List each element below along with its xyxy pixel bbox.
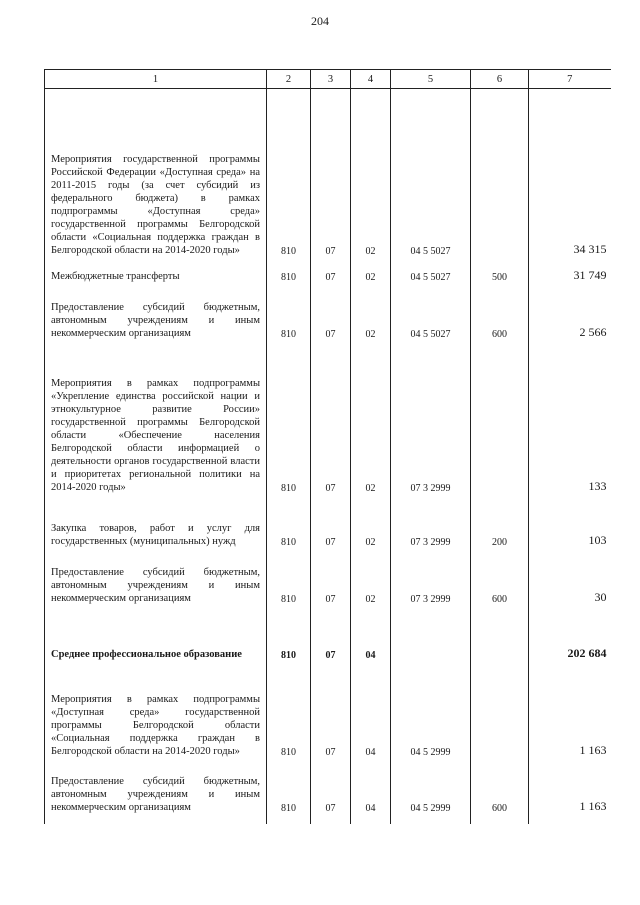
table-row bbox=[45, 89, 611, 257]
row-name: Мероприятия в рамках подпрограммы «Укрепление единства российской нации и этнокультурное развитие России» государственной программы Белгородской области «Обеспечение населения Белгородской области информацией о деятельности органов государственной власти и приоритетах региональной политики на 2014-2020 годы» bbox=[45, 340, 267, 494]
row-code-6: 500 bbox=[471, 257, 529, 283]
row-code-6: 600 bbox=[471, 548, 529, 605]
row-code-3: 07 bbox=[311, 340, 351, 494]
column-header: 7 bbox=[529, 70, 611, 89]
row-name: Среднее профессиональное образование bbox=[45, 605, 267, 661]
row-code-2: 810 bbox=[267, 494, 311, 548]
row-code-4: 02 bbox=[351, 494, 391, 548]
row-amount: 202 684 bbox=[529, 605, 611, 661]
row-amount: 2 566 bbox=[529, 283, 611, 340]
column-header: 3 bbox=[311, 70, 351, 89]
row-code-6: 200 bbox=[471, 494, 529, 548]
row-code-3: 07 bbox=[311, 661, 351, 758]
row-code-6 bbox=[471, 89, 529, 257]
row-name: Межбюджетные трансферты bbox=[45, 257, 267, 283]
row-name: Предоставление субсидий бюджетным, автономным учреждениям и иным некоммерческим организациям bbox=[45, 283, 267, 340]
row-name: Закупка товаров, работ и услуг для государственных (муниципальных) нужд bbox=[45, 494, 267, 548]
row-amount: 133 bbox=[529, 340, 611, 494]
column-header: 2 bbox=[267, 70, 311, 89]
row-code-2: 810 bbox=[267, 257, 311, 283]
row-code-4: 04 bbox=[351, 758, 391, 814]
row-code-6 bbox=[471, 661, 529, 758]
row-code-3: 07 bbox=[311, 605, 351, 661]
row-code-4: 02 bbox=[351, 283, 391, 340]
row-code-2: 810 bbox=[267, 548, 311, 605]
row-code-2: 810 bbox=[267, 758, 311, 814]
table-bottom-spacer bbox=[45, 814, 611, 824]
table-row bbox=[45, 548, 611, 605]
row-code-3: 07 bbox=[311, 89, 351, 257]
row-code-5 bbox=[391, 605, 471, 661]
row-code-4: 02 bbox=[351, 340, 391, 494]
row-code-3: 07 bbox=[311, 758, 351, 814]
row-code-2: 810 bbox=[267, 661, 311, 758]
row-code-2: 810 bbox=[267, 340, 311, 494]
row-code-3: 07 bbox=[311, 548, 351, 605]
table-row bbox=[45, 340, 611, 494]
row-code-3: 07 bbox=[311, 494, 351, 548]
column-header: 6 bbox=[471, 70, 529, 89]
row-code-6: 600 bbox=[471, 758, 529, 814]
table-row-section bbox=[45, 605, 611, 661]
row-code-5: 04 5 5027 bbox=[391, 257, 471, 283]
budget-table bbox=[44, 69, 611, 824]
row-amount: 31 749 bbox=[529, 257, 611, 283]
row-name: Предоставление субсидий бюджетным, автономным учреждениям и иным некоммерческим организациям bbox=[45, 758, 267, 814]
row-amount: 1 163 bbox=[529, 661, 611, 758]
table-header-row bbox=[45, 70, 611, 89]
page-number: 204 bbox=[311, 14, 329, 28]
row-code-3: 07 bbox=[311, 257, 351, 283]
row-amount: 34 315 bbox=[529, 89, 611, 257]
row-code-6 bbox=[471, 340, 529, 494]
table-row bbox=[45, 494, 611, 548]
row-code-5: 04 5 5027 bbox=[391, 89, 471, 257]
row-code-5: 04 5 5027 bbox=[391, 283, 471, 340]
table-row bbox=[45, 661, 611, 758]
row-amount: 30 bbox=[529, 548, 611, 605]
row-amount: 103 bbox=[529, 494, 611, 548]
row-code-5: 04 5 2999 bbox=[391, 758, 471, 814]
row-code-4: 04 bbox=[351, 605, 391, 661]
table-row bbox=[45, 758, 611, 814]
row-code-5: 07 3 2999 bbox=[391, 340, 471, 494]
row-code-4: 04 bbox=[351, 661, 391, 758]
row-code-6: 600 bbox=[471, 283, 529, 340]
column-header: 4 bbox=[351, 70, 391, 89]
row-amount: 1 163 bbox=[529, 758, 611, 814]
row-code-4: 02 bbox=[351, 548, 391, 605]
table-row bbox=[45, 257, 611, 283]
row-code-2: 810 bbox=[267, 605, 311, 661]
table-row bbox=[45, 283, 611, 340]
row-code-4: 02 bbox=[351, 89, 391, 257]
column-header: 1 bbox=[45, 70, 267, 89]
row-code-2: 810 bbox=[267, 89, 311, 257]
row-code-6 bbox=[471, 605, 529, 661]
row-code-5: 07 3 2999 bbox=[391, 548, 471, 605]
row-code-2: 810 bbox=[267, 283, 311, 340]
row-code-5: 07 3 2999 bbox=[391, 494, 471, 548]
row-name: Предоставление субсидий бюджетным, автономным учреждениям и иным некоммерческим организациям bbox=[45, 548, 267, 605]
column-header: 5 bbox=[391, 70, 471, 89]
row-name: Мероприятия государственной программы Российской Федерации «Доступная среда» на 2011-2015 годы (за счет субсидий из федерального бюджета) в рамках подпрограммы «Доступная среда» государственной программы Белгородской области «Социальная поддержка граждан в Белгородской области на 2014-2020 годы» bbox=[45, 89, 267, 257]
row-name: Мероприятия в рамках подпрограммы «Доступная среда» государственной программы Белгородской области «Социальная поддержка граждан в Белгородской области на 2014-2020 годы» bbox=[45, 661, 267, 758]
row-code-4: 02 bbox=[351, 257, 391, 283]
row-code-5: 04 5 2999 bbox=[391, 661, 471, 758]
row-code-3: 07 bbox=[311, 283, 351, 340]
